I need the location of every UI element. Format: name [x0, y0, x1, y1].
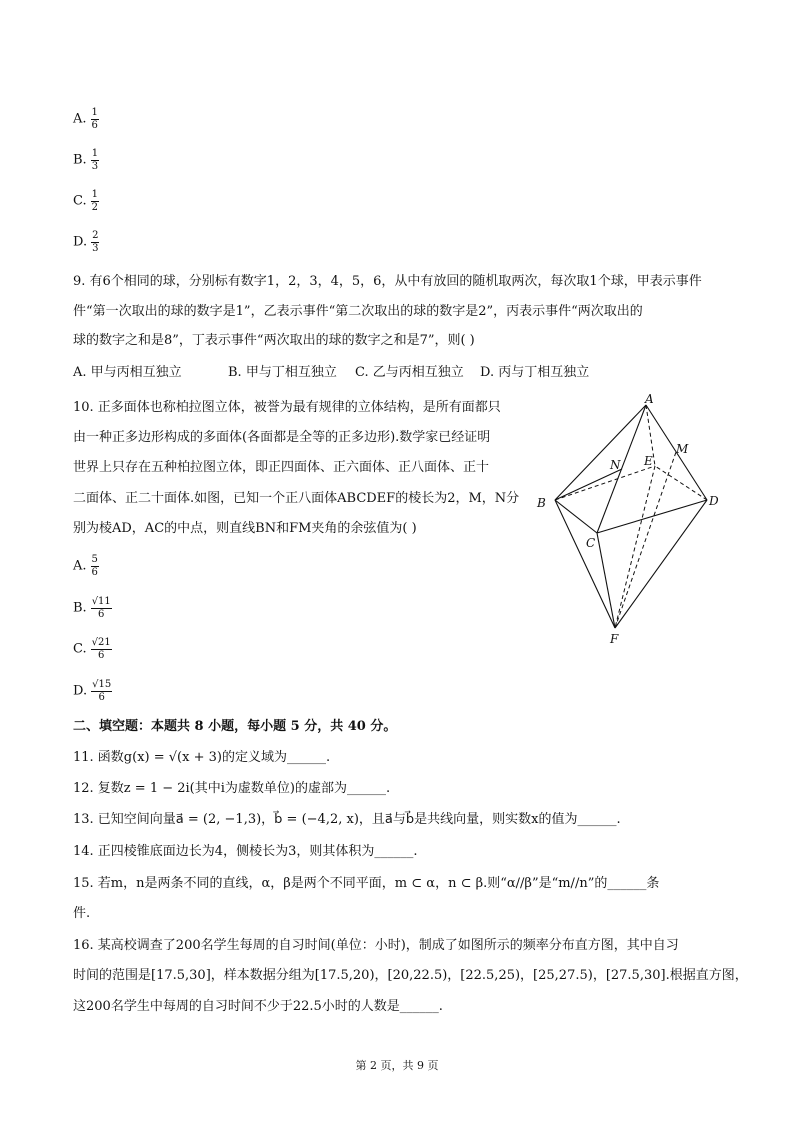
- denominator: 6: [91, 119, 98, 131]
- denominator: 6: [91, 566, 98, 578]
- edge-ef-hidden: [615, 466, 655, 628]
- q11: 11. 函数g(x) = √(x + 3)的定义域为______.: [73, 750, 331, 765]
- q9-option-c: C. 乙与丙相互独立: [355, 365, 464, 380]
- q10-option-d: [73, 679, 112, 703]
- option-label: D.: [73, 234, 88, 250]
- q9-option-d: D. 丙与丁相互独立: [480, 365, 590, 380]
- q10-line-2: 由一种正多边形构成的多面体(各面都是全等的正多边形).数学家已经证明: [73, 430, 491, 445]
- fraction: [91, 596, 112, 620]
- numerator: √15: [92, 679, 112, 690]
- fraction: [91, 148, 99, 172]
- segment-fm-hidden: [615, 452, 676, 628]
- label-d: D: [709, 494, 719, 508]
- fraction: [91, 679, 112, 703]
- q12: 12. 复数z = 1 − 2i(其中i为虚数单位)的虚部为______.: [73, 781, 391, 796]
- option-label: C.: [73, 641, 87, 657]
- q15-line-2: 件.: [73, 906, 91, 921]
- option-label: A.: [73, 111, 87, 127]
- option-label: D.: [73, 683, 88, 699]
- edge-cd: [597, 500, 707, 533]
- edge-ab: [555, 405, 646, 500]
- label-e: E: [644, 454, 653, 468]
- numerator: √21: [91, 637, 111, 648]
- q9-line-2: 件“第一次取出的球的数字是1”，乙表示事件“第二次取出的球的数字是2”，丙表示事件“两次取出的: [73, 304, 643, 319]
- page-footer: 第 2 页，共 9 页: [355, 1059, 439, 1072]
- edge-bf: [555, 500, 615, 628]
- label-f: F: [610, 632, 619, 646]
- q13: 13. 已知空间向量a⃗ = (2, −1,3)，b⃗ = (−4,2, x)，且a⃗与b⃗是共线向量，则实数x的值为______.: [73, 812, 621, 827]
- q10-line-5: 别为棱AD，AC的中点，则直线BN和FM夹角的余弦值为( ): [73, 521, 417, 536]
- denominator: 6: [98, 608, 105, 620]
- option-label: B.: [73, 600, 87, 616]
- q14: 14. 正四棱锥底面边长为4，侧棱长为3，则其体积为______.: [73, 844, 418, 859]
- edge-cf: [597, 533, 615, 628]
- denominator: 6: [97, 649, 105, 661]
- fraction: [91, 230, 99, 254]
- q16-line-2: 时间的范围是[17.5,30]，样本数据分组为[17.5,20)，[20,22.5)，[22.5,25)，[25,27.5)，[27.5,30].根据直方图，: [73, 968, 748, 983]
- q8-option-d: [73, 230, 99, 254]
- q9-line-1: 9. 有6个相同的球，分别标有数字1，2，3，4，5，6，从中有放回的随机取两次，每次取1个球，甲表示事件: [73, 274, 702, 289]
- fraction: [91, 107, 99, 131]
- label-m: M: [676, 442, 689, 456]
- octahedron-figure: [530, 388, 740, 650]
- q8-option-a: [73, 107, 99, 131]
- denominator: 6: [98, 691, 105, 703]
- numerator: 1: [91, 107, 98, 118]
- q10-line-1: 10. 正多面体也称柏拉图立体，被誉为最有规律的立体结构，是所有面都只: [73, 400, 501, 415]
- q15-line-1: 15. 若m，n是两条不同的直线，α，β是两个不同平面，m ⊂ α，n ⊂ β.则“α//β”是“m//n”的______条: [73, 876, 660, 891]
- denominator: 2: [91, 201, 98, 213]
- numerator: 5: [91, 554, 98, 565]
- edge-df: [615, 500, 707, 628]
- q10-line-4: 二面体、正二十面体.如图，已知一个正八面体ABCDEF的棱长为2，M，N分: [73, 491, 520, 506]
- label-b: B: [537, 496, 546, 510]
- section-2-title: 二、填空题：本题共 8 小题，每小题 5 分，共 40 分。: [73, 719, 397, 734]
- q8-option-c: [73, 189, 99, 213]
- q9-option-b: B. 甲与丁相互独立: [228, 365, 337, 380]
- q9-line-3: 球的数字之和是8”，丁表示事件“两次取出的球的数字之和是7”，则( ): [73, 333, 475, 348]
- label-a: A: [645, 392, 654, 406]
- q16-line-1: 16. 某高校调查了200名学生每周的自习时间(单位：小时)，制成了如图所示的频率分布直方图，其中自习: [73, 938, 679, 953]
- q10-line-3: 世界上只存在五种柏拉图立体，即正四面体、正六面体、正八面体、正十: [73, 460, 490, 475]
- q10-option-c: [73, 637, 112, 661]
- q10-option-a: [73, 554, 99, 578]
- option-label: C.: [73, 193, 87, 209]
- denominator: 3: [91, 160, 99, 172]
- q8-option-b: [73, 148, 99, 172]
- q16-line-3: 这200名学生中每周的自习时间不少于22.5小时的人数是______.: [73, 999, 443, 1014]
- numerator: 1: [91, 189, 98, 200]
- edge-bc: [555, 500, 597, 533]
- numerator: 1: [91, 148, 99, 159]
- denominator: 3: [92, 242, 99, 254]
- label-n: N: [610, 458, 621, 472]
- fraction: [91, 554, 99, 578]
- numerator: 2: [92, 230, 99, 241]
- option-label: A.: [73, 558, 87, 574]
- fraction: [91, 637, 112, 661]
- q9-option-a: A. 甲与丙相互独立: [73, 365, 182, 380]
- option-label: B.: [73, 152, 87, 168]
- edge-be-hidden: [555, 466, 655, 500]
- numerator: √11: [91, 596, 111, 607]
- edge-de-hidden: [655, 466, 707, 500]
- fraction: [91, 189, 99, 213]
- q10-option-b: [73, 596, 112, 620]
- label-c: C: [586, 536, 596, 550]
